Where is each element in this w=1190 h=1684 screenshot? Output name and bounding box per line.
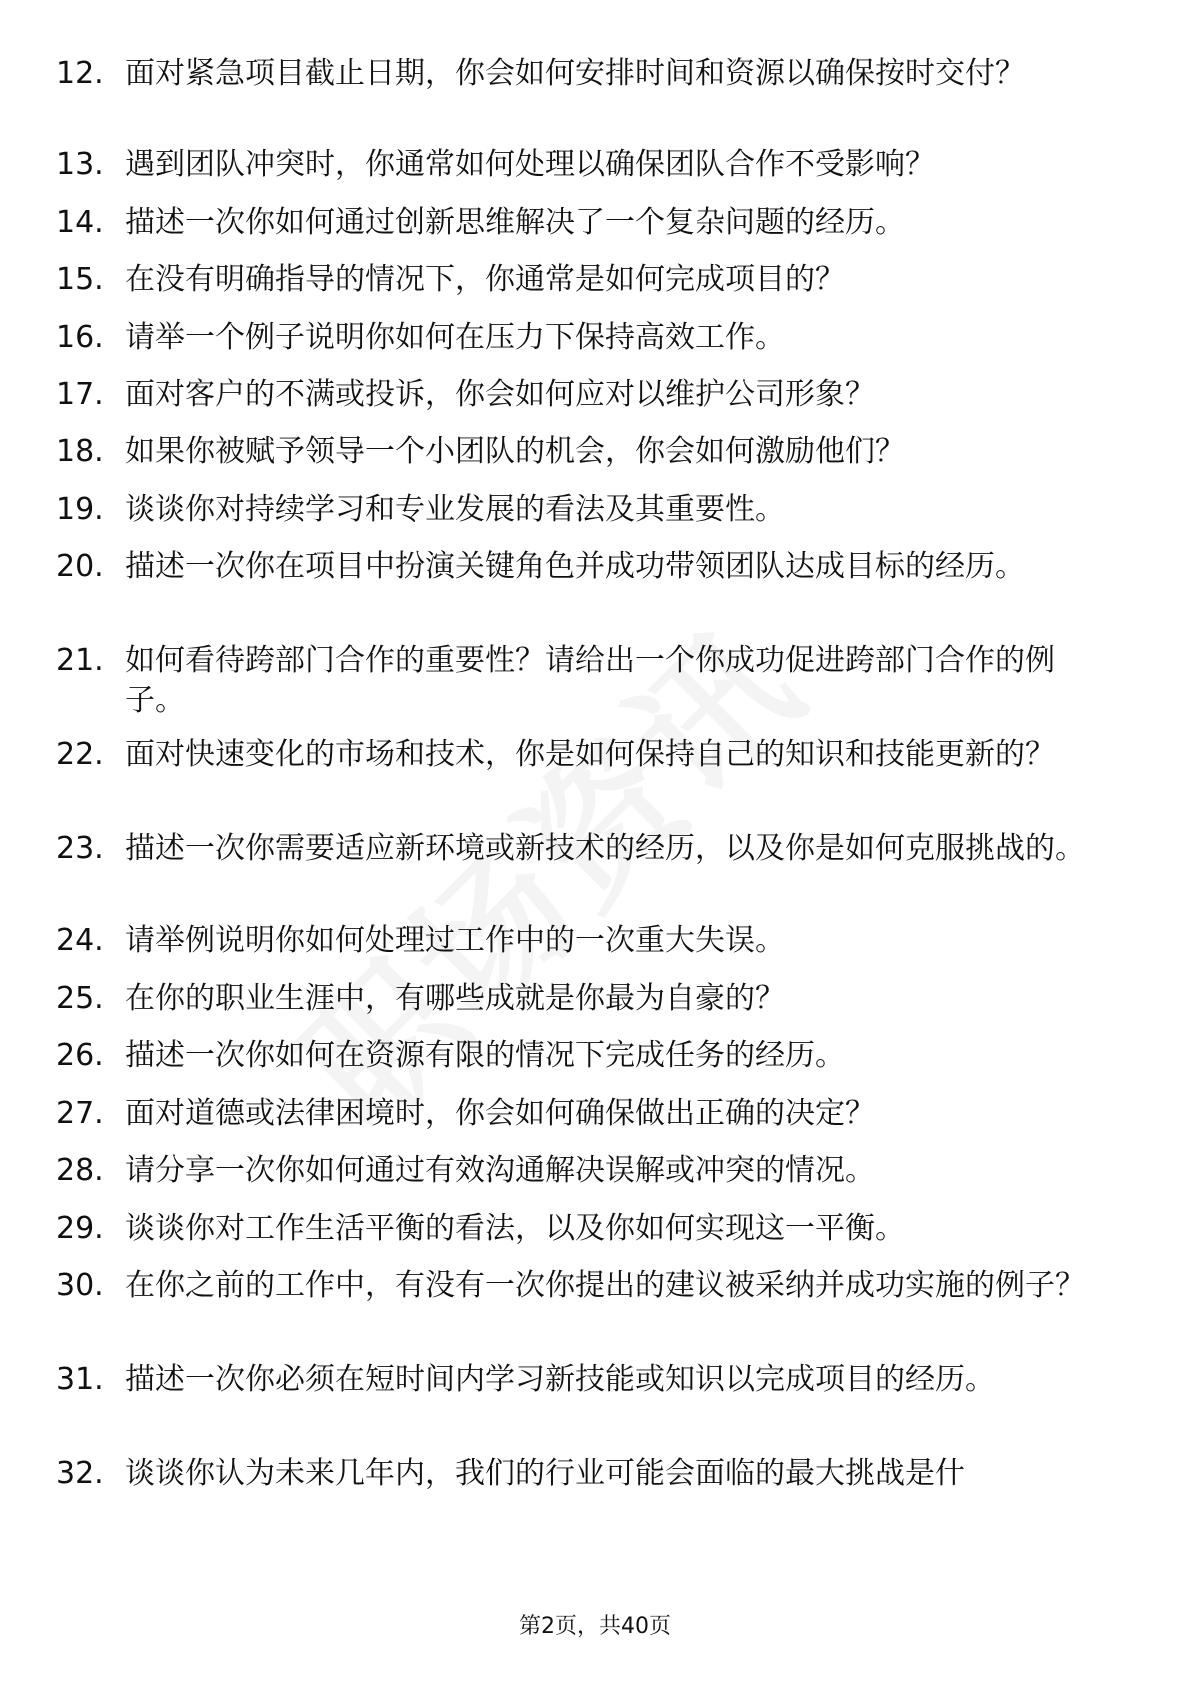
item-number: 27. <box>56 1096 104 1131</box>
item-number: 16. <box>56 320 104 355</box>
item-number: 31. <box>56 1362 104 1397</box>
item-text: 遇到团队冲突时，你通常如何处理以确保团队合作不受影响？ <box>125 147 935 182</box>
item-text: 请举例说明你如何处理过工作中的一次重大失误。 <box>125 923 785 958</box>
item-text: 请举一个例子说明你如何在压力下保持高效工作。 <box>125 320 785 355</box>
item-number: 24. <box>56 923 104 958</box>
item-text: 如何看待跨部门合作的重要性？请给出一个你成功促进跨部门合作的例子。 <box>125 643 1055 718</box>
item-text: 面对道德或法律困境时，你会如何确保做出正确的决定？ <box>125 1096 875 1131</box>
item-text: 面对客户的不满或投诉，你会如何应对以维护公司形象？ <box>125 377 875 412</box>
item-number: 20. <box>56 549 104 584</box>
item-text: 谈谈你认为未来几年内，我们的行业可能会面临的最大挑战是什 <box>125 1456 965 1491</box>
item-number: 25. <box>56 981 104 1016</box>
item-number: 15. <box>56 262 104 297</box>
item-text: 在你之前的工作中，有没有一次你提出的建议被采纳并成功实施的例子？ <box>125 1268 1085 1303</box>
item-number: 23. <box>56 831 104 866</box>
item-number: 14. <box>56 205 104 240</box>
item-number: 21. <box>56 643 104 678</box>
item-text: 在你的职业生涯中，有哪些成就是你最为自豪的？ <box>125 981 785 1016</box>
item-text: 描述一次你如何在资源有限的情况下完成任务的经历。 <box>125 1038 845 1073</box>
item-text: 谈谈你对持续学习和专业发展的看法及其重要性。 <box>125 492 785 527</box>
item-text: 面对紧急项目截止日期，你会如何安排时间和资源以确保按时交付？ <box>125 56 1025 91</box>
item-text: 如果你被赋予领导一个小团队的机会，你会如何激励他们？ <box>125 434 905 469</box>
item-number: 26. <box>56 1038 104 1073</box>
item-text: 描述一次你如何通过创新思维解决了一个复杂问题的经历。 <box>125 205 905 240</box>
item-text: 在没有明确指导的情况下，你通常是如何完成项目的？ <box>125 262 845 297</box>
item-number: 17. <box>56 377 104 412</box>
item-text: 面对快速变化的市场和技术，你是如何保持自己的知识和技能更新的？ <box>125 737 1055 772</box>
item-text: 请分享一次你如何通过有效沟通解决误解或冲突的情况。 <box>125 1153 875 1188</box>
item-number: 29. <box>56 1211 104 1246</box>
page-footer: 第2页，共40页 <box>519 1614 671 1639</box>
item-number: 13. <box>56 147 104 182</box>
item-number: 18. <box>56 434 104 469</box>
item-number: 12. <box>56 56 104 91</box>
item-number: 22. <box>56 737 104 772</box>
item-number: 19. <box>56 492 104 527</box>
item-text: 描述一次你必须在短时间内学习新技能或知识以完成项目的经历。 <box>125 1362 995 1397</box>
item-number: 28. <box>56 1153 104 1188</box>
item-number: 32. <box>56 1456 104 1491</box>
item-text: 描述一次你在项目中扮演关键角色并成功带领团队达成目标的经历。 <box>125 549 1025 584</box>
item-text: 谈谈你对工作生活平衡的看法，以及你如何实现这一平衡。 <box>125 1211 905 1246</box>
item-number: 30. <box>56 1268 104 1303</box>
item-text: 描述一次你需要适应新环境或新技术的经历，以及你是如何克服挑战的。 <box>125 831 1085 866</box>
